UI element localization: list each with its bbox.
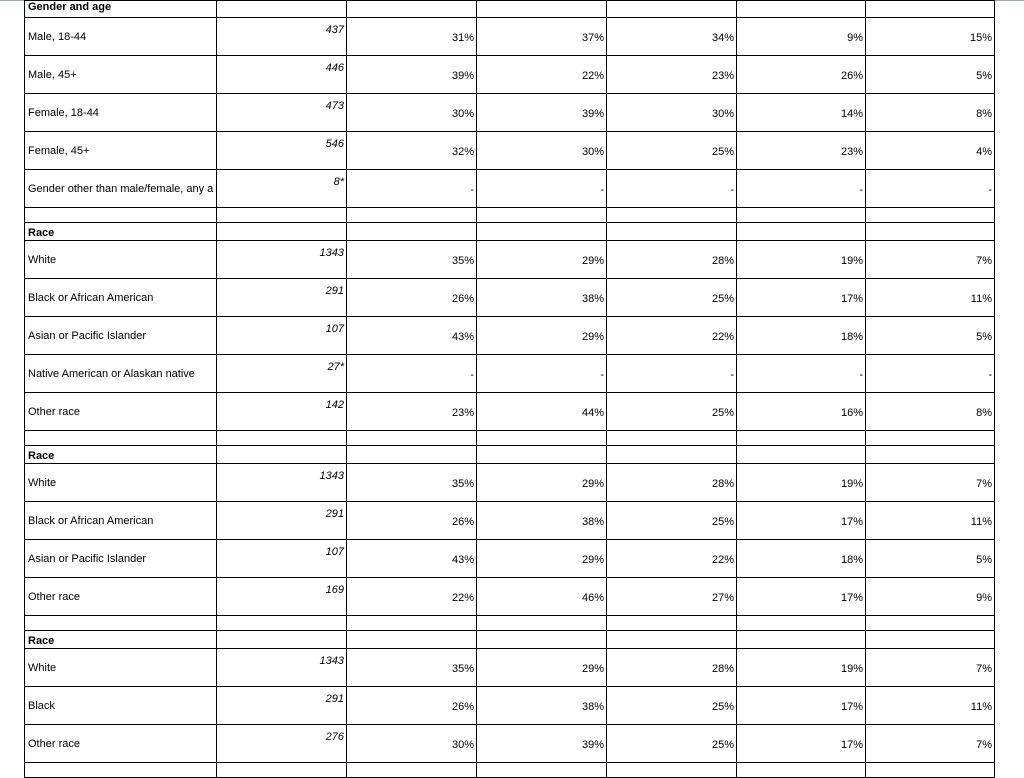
sample-size-cell[interactable]: 142 xyxy=(217,393,347,431)
empty-cell[interactable] xyxy=(477,631,607,649)
percent-cell[interactable]: 25% xyxy=(607,502,737,540)
empty-cell[interactable] xyxy=(477,446,607,464)
percent-cell[interactable]: 30% xyxy=(347,94,477,132)
percent-cell[interactable]: 29% xyxy=(477,540,607,578)
percent-cell[interactable]: 9% xyxy=(737,18,866,56)
percent-cell[interactable]: 30% xyxy=(477,132,607,170)
empty-cell[interactable] xyxy=(607,763,737,778)
percent-cell[interactable]: 5% xyxy=(866,540,995,578)
row-label[interactable]: Black or African American xyxy=(25,279,217,317)
table-row xyxy=(25,279,995,317)
percent-cell[interactable]: 18% xyxy=(737,540,866,578)
sample-size-cell[interactable]: 27* xyxy=(217,355,347,393)
empty-cell[interactable] xyxy=(737,446,866,464)
row-label[interactable]: Asian or Pacific Islander xyxy=(25,317,217,355)
empty-cell[interactable] xyxy=(477,208,607,223)
percent-cell[interactable]: 39% xyxy=(477,725,607,763)
percent-cell[interactable]: 8% xyxy=(866,393,995,431)
percent-cell[interactable]: 14% xyxy=(737,94,866,132)
empty-cell[interactable] xyxy=(866,763,995,778)
row-label[interactable]: Asian or Pacific Islander xyxy=(25,540,217,578)
percent-cell[interactable]: - xyxy=(866,355,995,393)
empty-cell[interactable] xyxy=(217,208,347,223)
percent-cell[interactable]: 7% xyxy=(866,464,995,502)
percent-cell[interactable]: 29% xyxy=(477,317,607,355)
empty-cell[interactable] xyxy=(347,1,477,18)
table-row xyxy=(25,132,995,170)
section-header-row xyxy=(25,223,995,241)
percent-cell[interactable]: 5% xyxy=(866,56,995,94)
percent-cell[interactable]: 30% xyxy=(347,725,477,763)
sample-size-cell[interactable]: 546 xyxy=(217,132,347,170)
spacer-row xyxy=(25,431,995,446)
empty-cell[interactable] xyxy=(737,431,866,446)
table-row xyxy=(25,94,995,132)
sample-size-cell[interactable]: 437 xyxy=(217,18,347,56)
empty-cell[interactable] xyxy=(25,763,217,778)
table-row xyxy=(25,578,995,616)
row-label[interactable]: Female, 45+ xyxy=(25,132,217,170)
percent-cell[interactable]: 25% xyxy=(607,132,737,170)
sample-size-cell[interactable]: 1343 xyxy=(217,464,347,502)
empty-cell[interactable] xyxy=(866,208,995,223)
sample-size-cell[interactable]: 107 xyxy=(217,317,347,355)
table-body xyxy=(25,1,995,778)
row-label[interactable]: Other race xyxy=(25,393,217,431)
empty-cell[interactable] xyxy=(217,616,347,631)
percent-cell[interactable]: 18% xyxy=(737,317,866,355)
empty-cell[interactable] xyxy=(737,208,866,223)
section-header-row xyxy=(25,631,995,649)
percent-cell[interactable]: 27% xyxy=(607,578,737,616)
sample-size-cell[interactable]: 169 xyxy=(217,578,347,616)
percent-cell[interactable]: 32% xyxy=(347,132,477,170)
row-label[interactable]: Female, 18-44 xyxy=(25,94,217,132)
percent-cell[interactable]: 28% xyxy=(607,464,737,502)
empty-cell[interactable] xyxy=(347,208,477,223)
empty-cell[interactable] xyxy=(477,1,607,18)
empty-cell[interactable] xyxy=(25,616,217,631)
percent-cell[interactable]: 19% xyxy=(737,464,866,502)
table-row xyxy=(25,649,995,687)
percent-cell[interactable]: 9% xyxy=(866,578,995,616)
empty-cell[interactable] xyxy=(866,1,995,18)
percent-cell[interactable]: 26% xyxy=(347,279,477,317)
percent-cell[interactable]: 34% xyxy=(607,18,737,56)
section-title[interactable]: Race xyxy=(25,631,217,649)
empty-cell[interactable] xyxy=(866,431,995,446)
percent-cell[interactable]: 39% xyxy=(347,56,477,94)
empty-cell[interactable] xyxy=(737,616,866,631)
empty-cell[interactable] xyxy=(607,1,737,18)
sample-size-cell[interactable]: 291 xyxy=(217,502,347,540)
empty-cell[interactable] xyxy=(477,223,607,241)
row-label[interactable]: Native American or Alaskan native xyxy=(25,355,217,393)
empty-cell[interactable] xyxy=(737,223,866,241)
table-row xyxy=(25,687,995,725)
percent-cell[interactable]: 16% xyxy=(737,393,866,431)
table-row xyxy=(25,464,995,502)
percent-cell[interactable]: 43% xyxy=(347,540,477,578)
empty-cell[interactable] xyxy=(477,431,607,446)
percent-cell[interactable]: 7% xyxy=(866,241,995,279)
row-label[interactable]: Male, 18-44 xyxy=(25,18,217,56)
table-row xyxy=(25,18,995,56)
percent-cell[interactable]: 5% xyxy=(866,317,995,355)
percent-cell[interactable]: 22% xyxy=(607,540,737,578)
percent-cell[interactable]: - xyxy=(347,170,477,208)
percent-cell[interactable]: 25% xyxy=(607,393,737,431)
percent-cell[interactable]: 26% xyxy=(347,687,477,725)
percent-cell[interactable]: 29% xyxy=(477,464,607,502)
percent-cell[interactable]: 35% xyxy=(347,464,477,502)
percent-cell[interactable]: 17% xyxy=(737,725,866,763)
percent-cell[interactable]: 38% xyxy=(477,279,607,317)
row-label[interactable]: Gender other than male/female, any a xyxy=(25,170,217,208)
empty-cell[interactable] xyxy=(347,223,477,241)
empty-cell[interactable] xyxy=(866,223,995,241)
empty-cell[interactable] xyxy=(217,446,347,464)
table-row xyxy=(25,170,995,208)
row-label[interactable]: White xyxy=(25,241,217,279)
empty-cell[interactable] xyxy=(866,616,995,631)
sample-size-cell[interactable]: 291 xyxy=(217,279,347,317)
empty-cell[interactable] xyxy=(25,431,217,446)
percent-cell[interactable]: 31% xyxy=(347,18,477,56)
percent-cell[interactable]: 11% xyxy=(866,279,995,317)
percent-cell[interactable]: 4% xyxy=(866,132,995,170)
percent-cell[interactable]: 38% xyxy=(477,502,607,540)
percent-cell[interactable]: 44% xyxy=(477,393,607,431)
empty-cell[interactable] xyxy=(347,631,477,649)
empty-cell[interactable] xyxy=(737,763,866,778)
percent-cell[interactable]: - xyxy=(477,355,607,393)
percent-cell[interactable]: 11% xyxy=(866,502,995,540)
percent-cell[interactable]: 19% xyxy=(737,241,866,279)
spacer-row xyxy=(25,616,995,631)
sample-size-cell[interactable]: 473 xyxy=(217,94,347,132)
section-header-row xyxy=(25,1,995,18)
empty-cell[interactable] xyxy=(607,446,737,464)
empty-cell[interactable] xyxy=(347,763,477,778)
row-label[interactable]: White xyxy=(25,649,217,687)
table-row xyxy=(25,393,995,431)
percent-cell[interactable]: 25% xyxy=(607,279,737,317)
percent-cell[interactable]: 30% xyxy=(607,94,737,132)
empty-cell[interactable] xyxy=(25,208,217,223)
empty-cell[interactable] xyxy=(217,763,347,778)
empty-cell[interactable] xyxy=(217,631,347,649)
percent-cell[interactable]: 46% xyxy=(477,578,607,616)
table-row xyxy=(25,241,995,279)
percent-cell[interactable]: - xyxy=(866,170,995,208)
row-label[interactable]: Other race xyxy=(25,725,217,763)
section-title[interactable]: Race xyxy=(25,223,217,241)
percent-cell[interactable]: - xyxy=(347,355,477,393)
table-row xyxy=(25,317,995,355)
empty-cell[interactable] xyxy=(347,431,477,446)
table-row xyxy=(25,502,995,540)
empty-cell[interactable] xyxy=(347,446,477,464)
percent-cell[interactable]: 23% xyxy=(347,393,477,431)
empty-cell[interactable] xyxy=(737,1,866,18)
percent-cell[interactable]: 8% xyxy=(866,94,995,132)
percent-cell[interactable]: 29% xyxy=(477,241,607,279)
percent-cell[interactable]: 7% xyxy=(866,649,995,687)
percent-cell[interactable]: 29% xyxy=(477,649,607,687)
empty-cell[interactable] xyxy=(217,431,347,446)
row-label[interactable]: Black or African American xyxy=(25,502,217,540)
percent-cell[interactable]: 25% xyxy=(607,687,737,725)
empty-cell[interactable] xyxy=(607,616,737,631)
percent-cell[interactable]: 7% xyxy=(866,725,995,763)
row-label[interactable]: Male, 45+ xyxy=(25,56,217,94)
empty-cell[interactable] xyxy=(607,223,737,241)
empty-cell[interactable] xyxy=(477,763,607,778)
sample-size-cell[interactable]: 1343 xyxy=(217,649,347,687)
percent-cell[interactable]: - xyxy=(607,355,737,393)
table-row xyxy=(25,56,995,94)
percent-cell[interactable]: 11% xyxy=(866,687,995,725)
percent-cell[interactable]: 17% xyxy=(737,502,866,540)
spacer-row xyxy=(25,208,995,223)
sample-size-cell[interactable]: 107 xyxy=(217,540,347,578)
empty-cell[interactable] xyxy=(866,631,995,649)
percent-cell[interactable]: 17% xyxy=(737,279,866,317)
percent-cell[interactable]: 26% xyxy=(737,56,866,94)
row-label[interactable]: Black xyxy=(25,687,217,725)
row-label[interactable]: White xyxy=(25,464,217,502)
percent-cell[interactable]: 17% xyxy=(737,687,866,725)
percent-cell[interactable]: 23% xyxy=(607,56,737,94)
empty-cell[interactable] xyxy=(477,616,607,631)
percent-cell[interactable]: 35% xyxy=(347,649,477,687)
empty-cell[interactable] xyxy=(607,431,737,446)
section-title[interactable]: Gender and age xyxy=(25,1,217,18)
crosstab-table xyxy=(24,0,995,778)
percent-cell[interactable]: 28% xyxy=(607,649,737,687)
sample-size-cell[interactable]: 276 xyxy=(217,725,347,763)
section-header-row xyxy=(25,446,995,464)
percent-cell[interactable]: 38% xyxy=(477,687,607,725)
sample-size-cell[interactable]: 8* xyxy=(217,170,347,208)
sample-size-cell[interactable]: 446 xyxy=(217,56,347,94)
percent-cell[interactable]: 22% xyxy=(607,317,737,355)
percent-cell[interactable]: - xyxy=(737,170,866,208)
percent-cell[interactable]: 23% xyxy=(737,132,866,170)
percent-cell[interactable]: 15% xyxy=(866,18,995,56)
percent-cell[interactable]: 17% xyxy=(737,578,866,616)
percent-cell[interactable]: 22% xyxy=(477,56,607,94)
percent-cell[interactable]: 35% xyxy=(347,241,477,279)
percent-cell[interactable]: 28% xyxy=(607,241,737,279)
empty-cell[interactable] xyxy=(607,631,737,649)
percent-cell[interactable]: - xyxy=(477,170,607,208)
spreadsheet-table-region xyxy=(24,0,994,778)
table-row xyxy=(25,540,995,578)
percent-cell[interactable]: 37% xyxy=(477,18,607,56)
table-row xyxy=(25,355,995,393)
table-row xyxy=(25,725,995,763)
percent-cell[interactable]: 19% xyxy=(737,649,866,687)
empty-cell[interactable] xyxy=(737,631,866,649)
percent-cell[interactable]: - xyxy=(737,355,866,393)
percent-cell[interactable]: 25% xyxy=(607,725,737,763)
empty-cell[interactable] xyxy=(217,223,347,241)
percent-cell[interactable]: 43% xyxy=(347,317,477,355)
empty-cell[interactable] xyxy=(347,616,477,631)
empty-cell[interactable] xyxy=(607,208,737,223)
empty-cell[interactable] xyxy=(866,446,995,464)
percent-cell[interactable]: 22% xyxy=(347,578,477,616)
percent-cell[interactable]: - xyxy=(607,170,737,208)
percent-cell[interactable]: 39% xyxy=(477,94,607,132)
sample-size-cell[interactable]: 1343 xyxy=(217,241,347,279)
percent-cell[interactable]: 26% xyxy=(347,502,477,540)
sample-size-cell[interactable]: 291 xyxy=(217,687,347,725)
empty-cell[interactable] xyxy=(217,1,347,18)
spacer-row xyxy=(25,763,995,778)
row-label[interactable]: Other race xyxy=(25,578,217,616)
section-title[interactable]: Race xyxy=(25,446,217,464)
